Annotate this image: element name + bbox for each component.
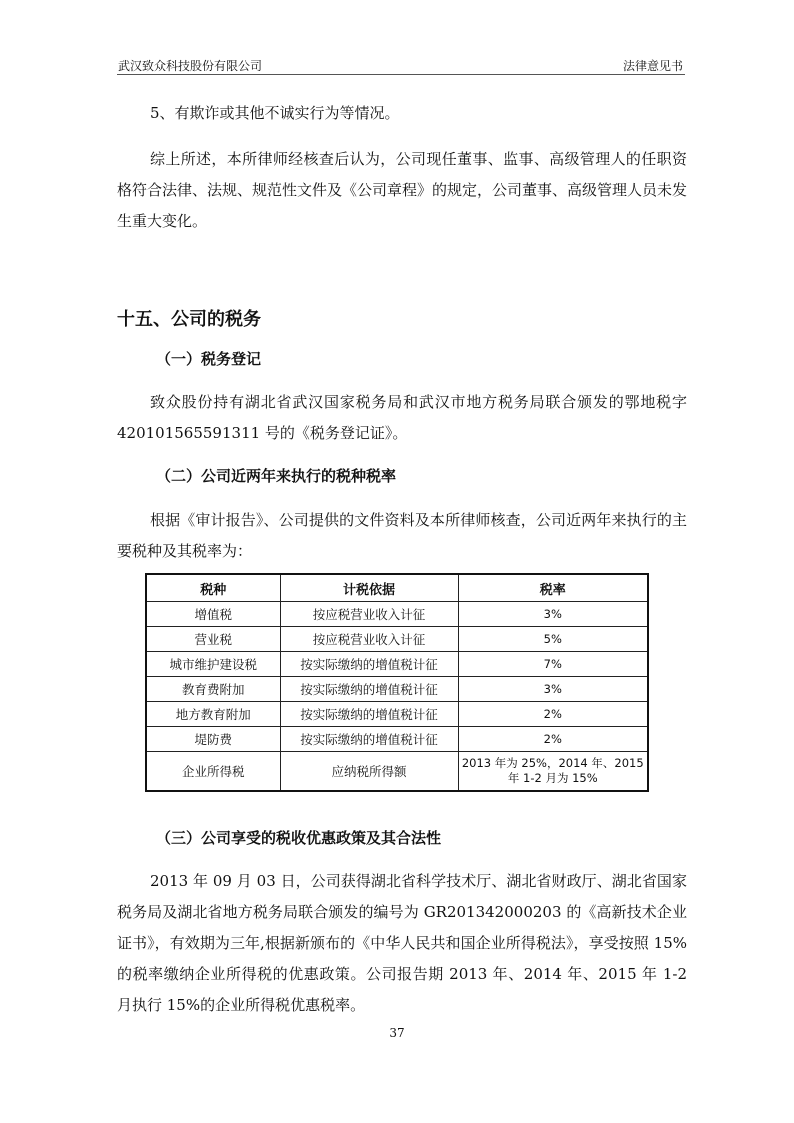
tax-basis-cell: 按应税营业收入计征 bbox=[280, 627, 458, 652]
tax-basis-cell: 按实际缴纳的增值税计征 bbox=[280, 702, 458, 727]
table-header-row bbox=[146, 574, 648, 602]
tax-type-cell: 堤防费 bbox=[146, 727, 280, 752]
header-company: 武汉致众科技股份有限公司 bbox=[118, 59, 263, 73]
table-row bbox=[146, 627, 648, 652]
table-row bbox=[146, 727, 648, 752]
tax-rate-cell: 2013 年为 25%，2014 年、2015 年 1-2 月为 15% bbox=[458, 752, 648, 792]
tax-type-cell: 企业所得税 bbox=[146, 752, 280, 792]
table-row bbox=[146, 702, 648, 727]
page-number: 37 bbox=[389, 1026, 405, 1040]
tax-rate-cell: 2% bbox=[458, 727, 648, 752]
table-row bbox=[146, 752, 648, 792]
tax-basis-cell: 按实际缴纳的增值税计征 bbox=[280, 677, 458, 702]
paragraph-3: 致众股份持有湖北省武汉国家税务局和武汉市地方税务局联合颁发的鄂地税字 420101565591311 号的《税务登记证》。 bbox=[117, 393, 687, 442]
paragraph-5: 2013 年 09 月 03 日，公司获得湖北省科学技术厅、湖北省财政厅、湖北省国家税务局及湖北省地方税务局联合颁发的编号为 GR201342000203 的《高新技术企业证书》，有效期为三年,根据新颁布的《中华人民共和国企业所得税法》，享受按照 15%的税率缴纳企业所得税的优惠政策。公司报告期 2013 年、2014 年、2015 年 1-2 月执行 15%的企业所得税优惠税率。 bbox=[117, 872, 687, 1014]
table-row bbox=[146, 602, 648, 627]
subheading-tax-registration: （一）税务登记 bbox=[156, 350, 262, 368]
paragraph-4: 根据《审计报告》、公司提供的文件资料及本所律师核查，公司近两年来执行的主要税种及其税率为： bbox=[117, 511, 687, 560]
tax-type-cell: 营业税 bbox=[146, 627, 280, 652]
paragraph-1: 5、有欺诈或其他不诚实行为等情况。 bbox=[150, 104, 400, 122]
tax-basis-cell: 按实际缴纳的增值税计征 bbox=[280, 652, 458, 677]
tax-table bbox=[145, 573, 649, 792]
table-row bbox=[146, 652, 648, 677]
tax-rate-cell: 2% bbox=[458, 702, 648, 727]
tax-type-cell: 城市维护建设税 bbox=[146, 652, 280, 677]
tax-rate-cell: 5% bbox=[458, 627, 648, 652]
tax-rate-cell: 7% bbox=[458, 652, 648, 677]
table-row bbox=[146, 677, 648, 702]
header-doc-type: 法律意见书 bbox=[622, 59, 683, 73]
page-header bbox=[117, 54, 685, 75]
subheading-tax-incentives: （三）公司享受的税收优惠政策及其合法性 bbox=[156, 829, 442, 847]
tax-type-cell: 教育费附加 bbox=[146, 677, 280, 702]
paragraph-2: 综上所述，本所律师经核查后认为，公司现任董事、监事、高级管理人的任职资格符合法律、法规、规范性文件及《公司章程》的规定，公司董事、高级管理人员未发生重大变化。 bbox=[117, 150, 688, 230]
tax-type-cell: 地方教育附加 bbox=[146, 702, 280, 727]
column-header-tax-basis: 计税依据 bbox=[280, 574, 458, 602]
tax-basis-cell: 按应税营业收入计征 bbox=[280, 602, 458, 627]
tax-type-cell: 增值税 bbox=[146, 602, 280, 627]
tax-rate-cell: 3% bbox=[458, 677, 648, 702]
tax-basis-cell: 应纳税所得额 bbox=[280, 752, 458, 792]
section-heading: 十五、公司的税务 bbox=[117, 309, 261, 330]
tax-rate-cell: 3% bbox=[458, 602, 648, 627]
column-header-tax-rate: 税率 bbox=[458, 574, 648, 602]
column-header-tax-type: 税种 bbox=[146, 574, 280, 602]
subheading-tax-rates: （二）公司近两年来执行的税种税率 bbox=[156, 467, 397, 485]
tax-basis-cell: 按实际缴纳的增值税计征 bbox=[280, 727, 458, 752]
